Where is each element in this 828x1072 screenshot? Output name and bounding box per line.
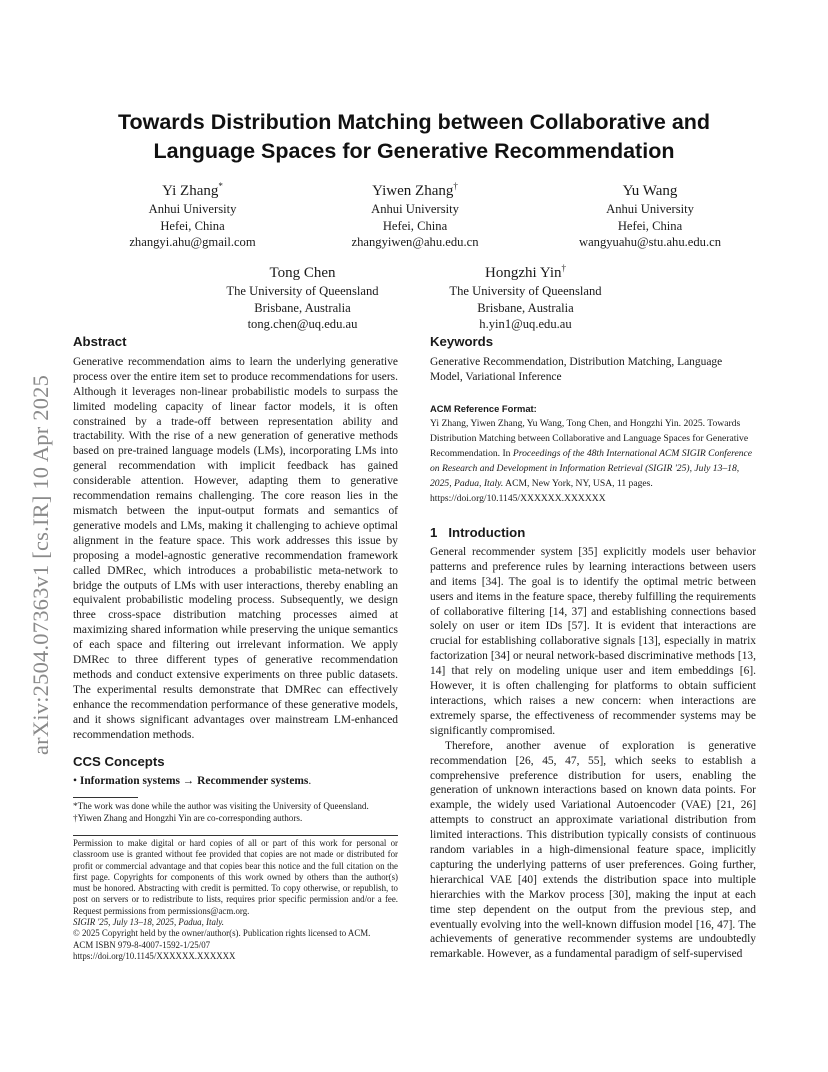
author-block-5 [423,259,628,333]
author-location: Hefei, China [617,218,683,233]
intro-paragraph-1: General recommender system [35] explicitly models user behavior patterns and preference rules by learning interactions between users and items [34]. The goal is to identify the optimal metric between users and items in the feature space, thereby fulfilling the requirements of collaborative filtering [14, 37] and establishing connections based solely on user or item IDs [57]. It is evident that interactions are crucial for establishing collaborative signals [13], especially in matrix factorization [34] or neural network-based discriminative methods [13, 14] that rely on modeling unique user and item embeddings [6]. However, it is often challenging for platforms to obtain sufficient interactions, which raises a new concern: when interactions are extremely sparse, the effectiveness of recommender systems may be significantly compromised. [430,545,756,737]
title-line-1: Towards Distribution Matching between Collaborative and [117,110,711,134]
intro-paragraph-2: Therefore, another avenue of exploration is generative recommendation [26, 45, 47, 55], which seeks to establish a comprehensive preference distribution for users, enabling the generation of unknown interactions based on known data points. For example, the widely used Variational Autoencoder (VAE) [21, 26] attempts to construct an approximate variational distribution from limited interactions. This distribution typically consists of continuous random variables in a high-dimensional feature space, implicitly capturing the underlying patterns of user preferences. Going further, hierarchical VAE [40] extends the distribution space into multiple hierarchies with the Markov process [30], making the input at each time step dependent on the output from the previous step, and eventually evolving into the well-known diffusion model [16, 47]. The achievements of generative recommender systems are undoubtedly remarkable. However, as a fundamental paradigm of self-supervised [430,739,756,961]
venue-line: SIGIR '25, July 13–18, 2025, Padua, Italy. [73,917,225,928]
arxiv-stamp-text: arXiv:2504.07363v1 [cs.IR] 10 Apr 2025 [28,374,53,755]
author-location: Hefei, China [382,218,448,233]
author-affiliation: Anhui University [606,202,694,216]
keywords-text: Generative Recommendation, Distribution Matching, Language Model, Variational Inference [430,355,723,383]
author-affiliation: The University of Queensland [226,284,379,298]
abstract-text: Generative recommendation aims to learn the underlying generative process over the entire item set to produce recommendations for users. Although it leverages non-linear probabilistic models to surpass the limited modeling capacity of linear factor models, it is often constrained by a trade-off between representation ability and tractability. With the rise of a new generation of generative methods based on pre-trained language models (LMs), incorporating LMs into general recommendation with implicit feedback has gained considerable attention. However, adapting them to generative recommendation remains challenging. The core reason lies in the mismatch between the input-output formats and semantics of generative models and LMs, making it challenging to achieve optimal alignment in the feature space. This work addresses this issue by proposing a model-agnostic generative recommendation framework called DMRec, which introduces a probabilistic meta-network to bridge the outputs of LMs with user interactions, thereby enabling an equivalent probabilistic modeling process. Subsequently, we design three cross-space distribution matching processes aimed at maximizing shared information while preserving the unique semantics of each space and filtering out irrelevant information. We apply DMRec to three different types of generative recommendation methods and conduct extensive experiments on three public datasets. The experimental results demonstrate that DMRec can effectively enhance the recommendation performance of these generative models, and it shows significant advantages over mainstream LM-enhanced recommendation methods. [73,355,398,741]
acm-ref-proceedings: Proceedings of the 48th International ACM SIGIR Conference on Research and Development in Information Retrieval (SIGIR '25), July 13–18, 2025, Padua, Italy. [430,448,753,489]
ccs-bullet: • [73,774,78,787]
author-email: zhangyi.ahu@gmail.com [129,235,256,250]
acm-ref-tail: ACM, New York, NY, USA, 11 pages. https://doi.org/10.1145/XXXXXX.XXXXXX [430,478,653,504]
author-name: Yu Wang [622,183,678,199]
author-email: tong.chen@uq.edu.au [247,317,358,332]
author-block-1 [95,177,290,251]
arxiv-stamp [24,295,54,755]
author-block-3 [540,177,760,251]
footnote-1: *The work was done while the author was visiting the University of Queensland. [73,801,369,811]
ccs-heading: CCS Concepts [73,754,165,769]
footnote-2: †Yiwen Zhang and Hongzhi Yin are co-corresponding authors. [73,812,303,823]
abstract-section [73,335,398,742]
paper-title [60,108,768,166]
permission-text: Permission to make digital or hard copies of all or part of this work for personal or classroom use is granted without fee provided that copies are not made or distributed for profit or commercial advantage and that copies bear this notice and the full citation on the first page. Copyrights for components of this work owned by others than the author(s) must be honored. Abstracting with credit is permitted. To copy otherwise, or republish, to post on servers or to redistribute to lists, requires prior specific permission and/or a fee. Request permissions from permissions@acm.org. [73,838,398,916]
author-mark: * [218,181,223,191]
acm-ref-heading: ACM Reference Format: [430,403,537,414]
author-name: Hongzhi Yin [484,265,562,281]
footnotes [73,801,398,824]
acm-reference [430,401,756,506]
author-name: Yi Zhang [162,183,219,199]
footnote-rule [73,797,138,798]
author-location: Hefei, China [160,218,225,233]
author-email: wangyuahu@stu.ahu.edu.cn [578,235,722,250]
ccs-concepts: Information systems → Recommender systems [79,774,309,787]
ccs-period: . [308,774,312,787]
author-email: h.yin1@uq.edu.au [479,317,572,332]
ccs-section [73,755,398,789]
acm-ref-authors: Yi Zhang, Yiwen Zhang, Yu Wang, Tong Chen, and Hongzhi Yin. 2025. Towards Distribution Matching between Collaborative and Language Spaces for Generative Recommendation. In [430,418,749,459]
author-affiliation: The University of Queensland [449,284,602,298]
author-affiliation: Anhui University [148,202,237,216]
isbn-line: ACM ISBN 979-8-4007-1592-1/25/07 [73,939,211,950]
title-line-2: Language Spaces for Generative Recommendation [153,139,675,163]
keywords-section [430,335,756,385]
author-name: Tong Chen [269,265,336,281]
doi-line: https://doi.org/10.1145/XXXXXX.XXXXXX [73,950,236,961]
section-number: 1 [430,525,438,540]
author-affiliation: Anhui University [371,202,459,216]
author-block-2 [305,177,525,251]
author-location: Brisbane, Australia [254,300,351,315]
author-mark: † [561,263,567,273]
keywords-heading: Keywords [430,334,494,349]
author-block-4 [200,259,405,333]
author-location: Brisbane, Australia [477,300,574,315]
author-name: Yiwen Zhang [372,183,454,199]
author-email: zhangyiwen@ahu.edu.cn [351,235,479,250]
permission-block [73,838,398,962]
permission-rule [73,835,398,836]
section-heading: Introduction [448,525,526,540]
author-mark: † [453,181,458,191]
introduction-section [430,526,756,962]
abstract-heading: Abstract [73,334,127,349]
copyright-line: © 2025 Copyright held by the owner/author(s). Publication rights licensed to ACM. [73,928,371,939]
